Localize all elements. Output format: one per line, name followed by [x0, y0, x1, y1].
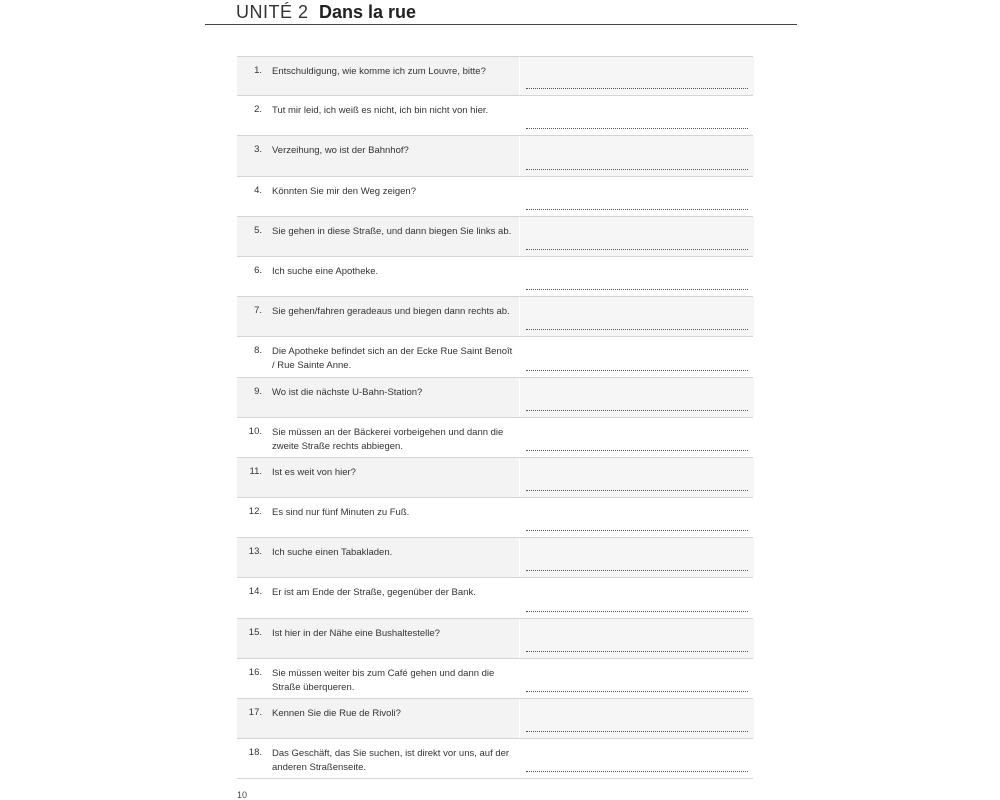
exercise-row [237, 538, 753, 578]
item-number: 3. [254, 144, 262, 156]
german-sentence: Es sind nur fünf Minuten zu Fuß. [272, 507, 410, 519]
exercise-row [237, 498, 753, 538]
item-number: 11. [249, 465, 262, 477]
answer-dotted-line [526, 611, 748, 612]
item-number: 14. [248, 586, 262, 598]
answer-cell[interactable] [519, 96, 754, 135]
answer-cell[interactable] [519, 458, 754, 497]
exercise-row [237, 217, 753, 257]
german-sentence: Er ist am Ende der Straße, gegenüber der Bank. [272, 587, 476, 599]
answer-dotted-line [526, 691, 748, 692]
item-number: 15. [248, 626, 262, 638]
item-number: 6. [254, 264, 262, 276]
unit-title: Dans la rue [319, 2, 417, 22]
answer-dotted-line [526, 289, 748, 290]
answer-dotted-line [526, 370, 748, 371]
german-sentence: Die Apotheke befindet sich an der Ecke Rue Saint Benoît / Rue Sainte Anne. [272, 346, 513, 372]
answer-dotted-line [526, 329, 748, 330]
exercise-row [237, 337, 753, 377]
german-sentence: Verzeihung, wo ist der Bahnhof? [272, 145, 409, 157]
exercise-row [237, 619, 753, 659]
german-sentence: Tut mir leid, ich weiß es nicht, ich bin nicht von hier. [272, 105, 489, 117]
german-sentence: Das Geschäft, das Sie suchen, ist direkt vor uns, auf der anderen Straßenseite. [272, 748, 510, 774]
exercise-row [237, 378, 753, 418]
answer-dotted-line [526, 570, 748, 571]
answer-cell[interactable] [519, 538, 754, 577]
answer-dotted-line [526, 88, 748, 89]
exercise-row [237, 177, 753, 217]
exercise-row [237, 96, 753, 136]
item-number: 4. [254, 184, 262, 196]
answer-cell[interactable] [519, 297, 754, 336]
unit-label: UNITÉ 2 [236, 2, 309, 22]
exercise-row [237, 578, 753, 618]
answer-dotted-line [526, 651, 748, 652]
item-number: 12. [248, 506, 262, 518]
german-sentence: Sie müssen an der Bäckerei vorbeigehen und dann die zweite Straße rechts abbiegen. [272, 426, 504, 452]
answer-cell[interactable] [519, 659, 754, 698]
german-sentence: Sie müssen weiter bis zum Café gehen und dann die Straße überqueren. [272, 667, 495, 693]
exercise-row [237, 739, 753, 779]
item-number: 5. [254, 224, 262, 236]
answer-cell[interactable] [519, 619, 754, 658]
answer-dotted-line [526, 530, 748, 531]
item-number: 1. [254, 65, 262, 76]
item-number: 7. [254, 305, 262, 317]
answer-cell[interactable] [519, 699, 754, 738]
german-sentence: Ist es weit von hier? [272, 466, 356, 478]
item-number: 17. [248, 707, 262, 718]
exercise-row [237, 56, 753, 96]
german-sentence: Sie gehen/fahren geradeaus und biegen dann rechts ab. [272, 306, 510, 318]
answer-cell[interactable] [519, 578, 754, 617]
answer-dotted-line [526, 771, 748, 772]
answer-cell[interactable] [519, 257, 754, 296]
answer-cell[interactable] [519, 57, 754, 95]
item-number: 13. [248, 546, 262, 558]
exercise-row [237, 699, 753, 739]
page-header [205, 0, 797, 25]
answer-dotted-line [526, 249, 748, 250]
translation-exercise-table [237, 56, 753, 779]
german-sentence: Könnten Sie mir den Weg zeigen? [272, 185, 416, 197]
german-sentence: Kennen Sie die Rue de Rivoli? [272, 708, 401, 719]
answer-cell[interactable] [519, 136, 754, 175]
german-sentence: Ich suche einen Tabakladen. [272, 547, 393, 559]
german-sentence: Ich suche eine Apotheke. [272, 265, 379, 277]
answer-cell[interactable] [519, 177, 754, 216]
answer-cell[interactable] [519, 498, 754, 537]
answer-cell[interactable] [519, 217, 754, 256]
answer-dotted-line [526, 450, 748, 451]
answer-cell[interactable] [519, 337, 754, 376]
exercise-row [237, 297, 753, 337]
answer-dotted-line [526, 731, 748, 732]
answer-cell[interactable] [519, 418, 754, 457]
exercise-row [237, 659, 753, 699]
answer-dotted-line [526, 169, 748, 170]
answer-dotted-line [526, 490, 748, 491]
exercise-row [237, 418, 753, 458]
item-number: 2. [254, 104, 262, 116]
german-sentence: Sie gehen in diese Straße, und dann biegen Sie links ab. [272, 225, 512, 237]
item-number: 9. [254, 385, 262, 397]
item-number: 18. [248, 747, 262, 759]
answer-dotted-line [526, 209, 748, 210]
answer-cell[interactable] [519, 378, 754, 417]
item-number: 16. [248, 666, 262, 678]
page-number: 10 [237, 790, 248, 800]
item-number: 10. [248, 425, 262, 437]
answer-dotted-line [526, 128, 748, 129]
item-number: 8. [254, 345, 262, 357]
german-sentence: Entschuldigung, wie komme ich zum Louvre, bitte? [272, 66, 486, 77]
exercise-row [237, 136, 753, 176]
answer-dotted-line [526, 410, 748, 411]
exercise-row [237, 458, 753, 498]
answer-cell[interactable] [519, 739, 754, 778]
german-sentence: Wo ist die nächste U-Bahn-Station? [272, 386, 423, 398]
exercise-row [237, 257, 753, 297]
german-sentence: Ist hier in der Nähe eine Bushaltestelle? [272, 627, 440, 639]
